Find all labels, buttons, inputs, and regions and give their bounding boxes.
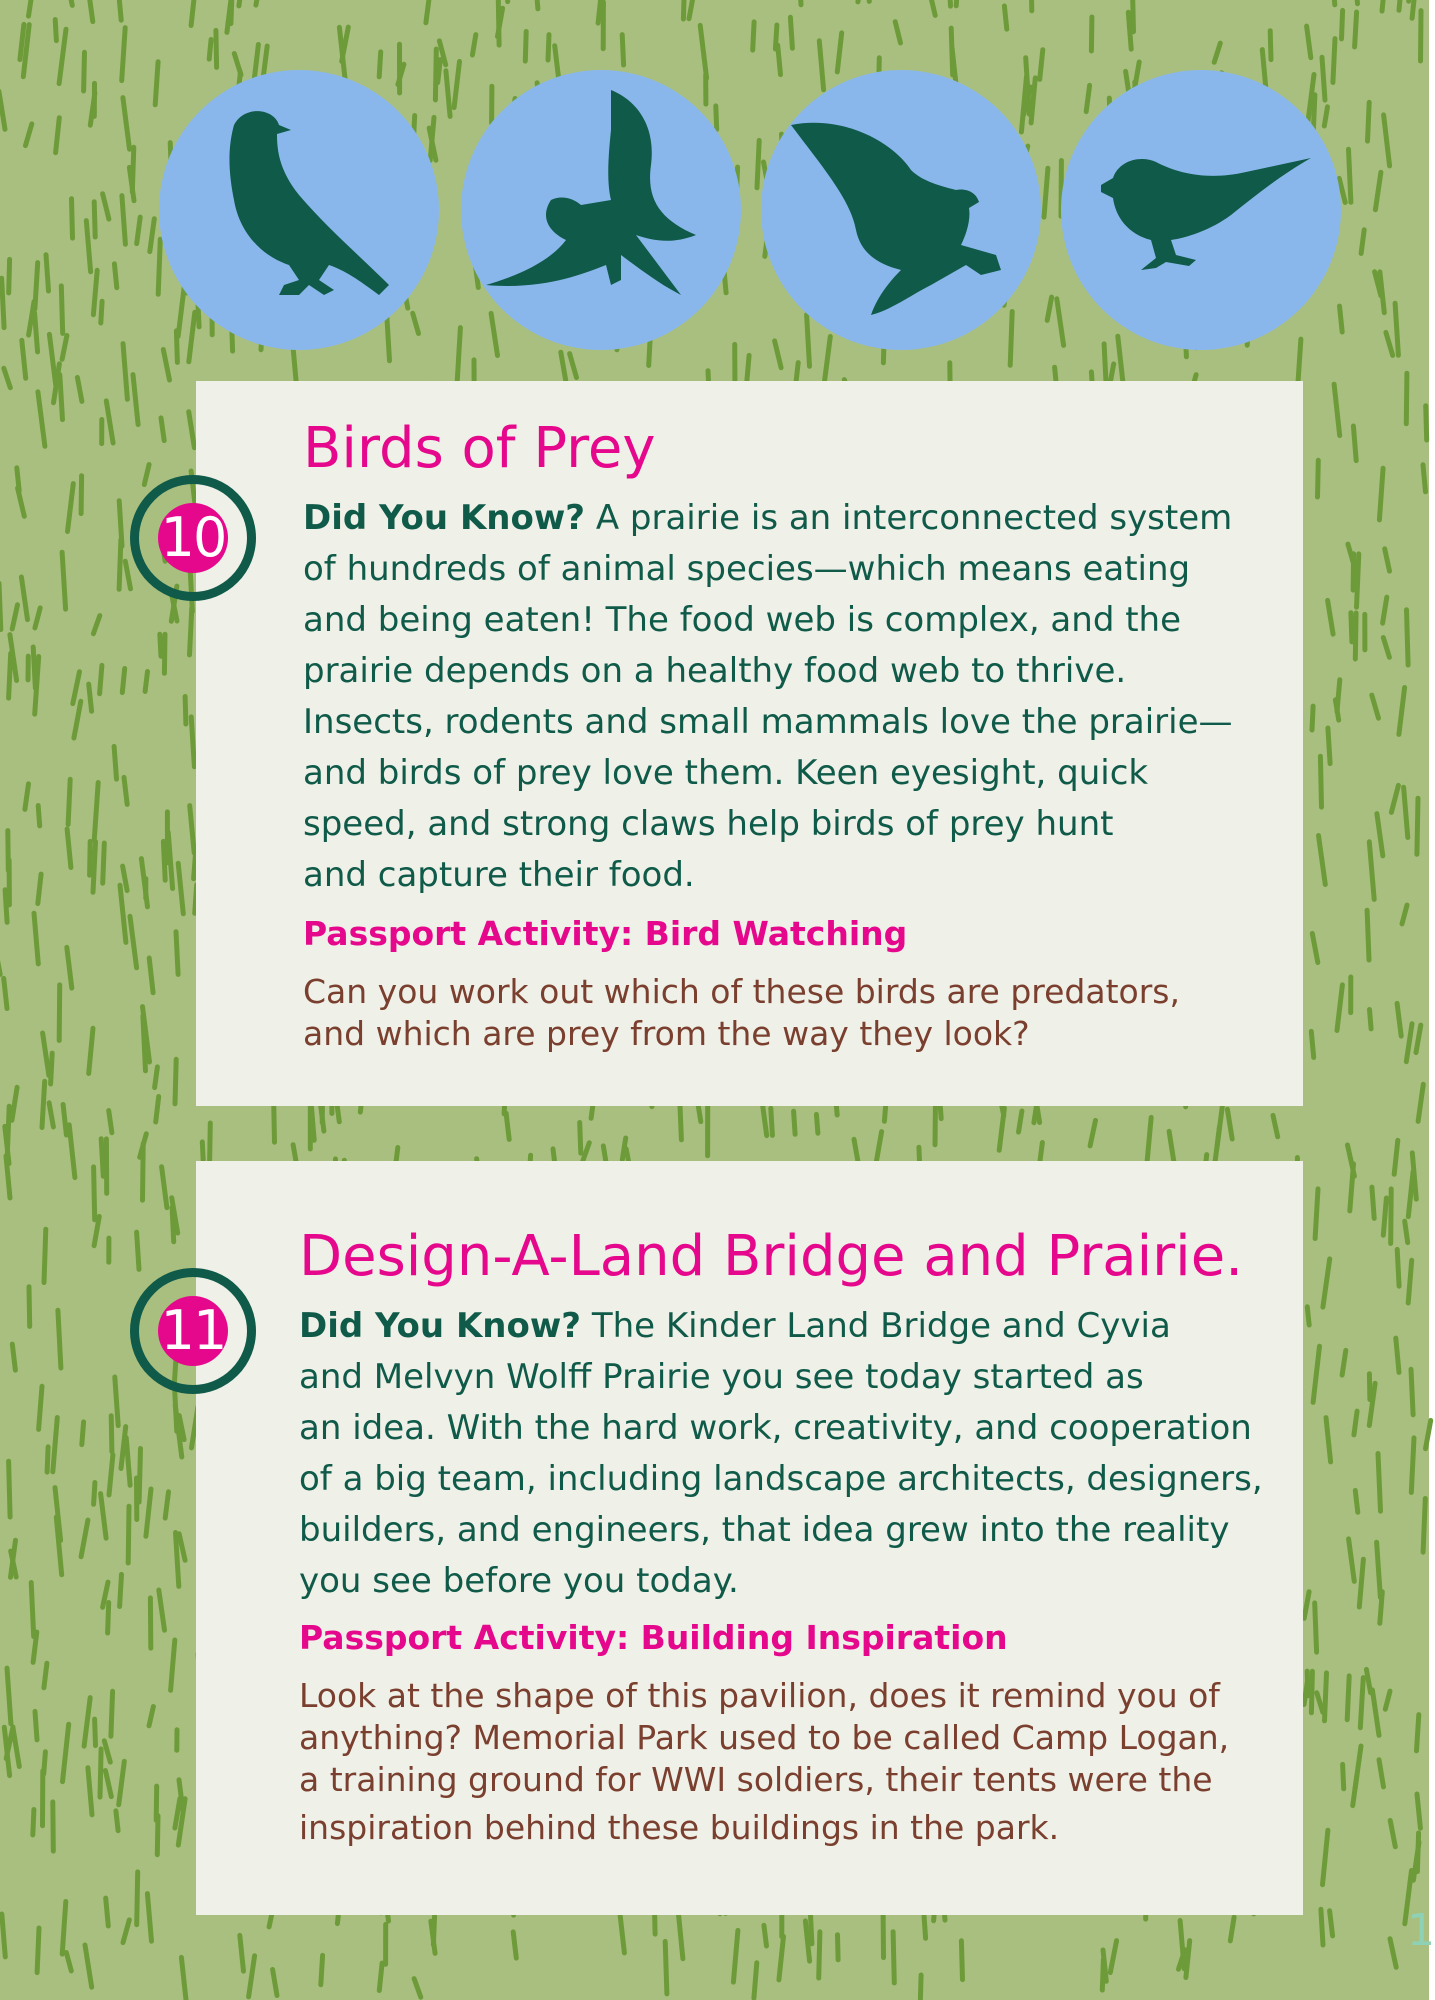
grass-blade: [665, 1941, 667, 1994]
body-line: Insects, rodents and small mammals love the prairie—: [303, 702, 1233, 742]
grass-blade: [1423, 465, 1426, 492]
grass-blade: [1342, 10, 1343, 39]
grass-blade: [101, 1139, 103, 1177]
grass-blade: [108, 1603, 109, 1634]
grass-blade: [89, 684, 92, 711]
grass-blade: [116, 1811, 118, 1831]
grass-blade: [9, 653, 11, 698]
activity-line: Can you work out which of these birds are predators,: [303, 972, 1180, 1011]
grass-blade: [1417, 1715, 1419, 1751]
grass-blade: [1357, 554, 1359, 607]
activity-body: [299, 1675, 1289, 1849]
grass-blade: [82, 1422, 84, 1445]
grass-blade: [525, 31, 526, 61]
grass-blade: [47, 1447, 48, 1472]
activity-line: Look at the shape of this pavilion, does it remind you of: [299, 1676, 1220, 1715]
grass-blade: [55, 19, 56, 40]
grass-blade: [175, 1059, 176, 1104]
grass-blade: [190, 608, 192, 655]
grass-blade: [1395, 303, 1398, 355]
grass-blade: [114, 746, 116, 779]
grass-blade: [155, 62, 158, 105]
grass-blade: [472, 35, 475, 55]
grass-blade: [161, 418, 164, 441]
grass-blade: [1426, 406, 1427, 440]
grass-blade: [124, 777, 127, 804]
grass-blade: [94, 1483, 95, 1505]
grass-blade: [58, 1310, 61, 1368]
grass-blade: [165, 1492, 168, 1518]
body-line: an idea. With the hard work, creativity, and cooperation: [299, 1408, 1252, 1448]
grass-blade: [1355, 0, 1358, 4]
activity-line: inspiration behind these buildings in the park.: [299, 1808, 1060, 1847]
grass-blade: [176, 932, 178, 975]
section-number: 10: [158, 503, 228, 573]
grass-blade: [60, 375, 63, 420]
grass-blade: [33, 1810, 34, 1835]
grass-blade: [1380, 1592, 1383, 1624]
grass-blade: [1132, 0, 1133, 32]
body-line: A prairie is an interconnected system: [595, 498, 1233, 538]
grass-blade: [101, 301, 102, 323]
grass-blade: [84, 52, 85, 91]
section-number-badge: [130, 475, 256, 601]
grass-blade: [119, 501, 122, 546]
grass-blade: [1351, 613, 1352, 642]
grass-blade: [580, 1123, 581, 1154]
grass-blade: [1399, 0, 1401, 10]
grass-blade: [1407, 610, 1409, 665]
grass-blade: [1312, 706, 1313, 730]
grass-blade: [1355, 1491, 1358, 1513]
grass-blade: [185, 697, 186, 725]
grass-blade: [1412, 0, 1415, 18]
grass-blade: [1091, 17, 1092, 51]
grass-blade: [1361, 230, 1364, 254]
grass-blade: [1304, 1680, 1308, 1704]
grass-blade: [1417, 798, 1418, 854]
grass-blade: [1411, 1369, 1413, 1415]
grass-blade: [37, 1928, 39, 1973]
grass-blade: [122, 196, 126, 245]
grass-blade: [1417, 1794, 1420, 1828]
grass-blade: [122, 669, 124, 693]
grass-blade: [5, 890, 7, 923]
grass-blade: [164, 634, 165, 673]
grass-blade: [163, 841, 165, 880]
body-line: and birds of prey love them. Keen eyesight, quick: [303, 753, 1149, 793]
grass-blade: [44, 1752, 46, 1774]
body-line: and being eaten! The food web is complex, and the: [303, 600, 1182, 640]
grass-blade: [111, 1691, 113, 1736]
did-you-know-label: Did You Know?: [299, 1306, 581, 1346]
grass-blade: [106, 1898, 109, 1926]
grass-blade: [866, 0, 869, 1]
grass-blade: [156, 1786, 157, 1820]
activity-line: anything? Memorial Park used to be called Camp Logan,: [299, 1718, 1230, 1757]
body-line: speed, and strong claws help birds of prey hunt: [303, 804, 1114, 844]
grass-blade: [794, 1111, 796, 1134]
grass-blade: [1409, 0, 1410, 1]
grass-blade: [1353, 426, 1356, 461]
grass-blade: [893, 1932, 894, 1983]
grass-blade: [4, 978, 7, 1008]
activity-title: Passport Activity: Building Inspiration: [299, 1618, 1008, 1657]
grass-blade: [426, 0, 429, 23]
grass-blade: [1328, 728, 1330, 764]
grass-blade: [457, 328, 460, 384]
grass-blade: [506, 1113, 509, 1139]
grass-blade: [1349, 149, 1351, 202]
eagle-swooping-icon: [761, 70, 1041, 350]
sparrow-perched-icon: [1061, 70, 1341, 350]
body-line: of hundreds of animal species—which means eating: [303, 549, 1191, 589]
grass-blade: [1019, 1111, 1022, 1132]
activity-line: and which are prey from the way they look?: [303, 1014, 1030, 1053]
grass-blade: [1372, 1187, 1374, 1218]
page-number: 1: [1407, 1905, 1435, 1956]
grass-blade: [1411, 1438, 1414, 1493]
grass-blade: [1360, 1678, 1363, 1728]
grass-blade: [44, 1229, 46, 1282]
grass-blade: [838, 1935, 839, 1960]
grass-blade: [1383, 1198, 1386, 1235]
grass-blade: [25, 784, 29, 810]
body-line: and capture their food.: [303, 855, 695, 895]
grass-blade: [683, 0, 684, 19]
grass-blade: [216, 30, 217, 67]
grass-blade: [38, 874, 41, 904]
grass-blade: [231, 0, 233, 24]
grass-blade: [94, 202, 95, 237]
grass-blade: [1347, 1676, 1349, 1720]
grass-blade: [949, 0, 951, 6]
grass-blade: [156, 1097, 159, 1123]
grass-blade: [44, 1663, 47, 1688]
grass-blade: [39, 1386, 42, 1429]
grass-blade: [1378, 1454, 1381, 1512]
grass-blade: [771, 1108, 773, 1135]
grass-blade: [754, 1963, 757, 1999]
grass-blade: [100, 665, 102, 693]
grass-blade: [1315, 1189, 1318, 1239]
grass-blade: [548, 35, 549, 60]
grass-blade: [1421, 11, 1422, 61]
grass-blade: [143, 1016, 146, 1071]
grass-blade: [1321, 1909, 1323, 1945]
grass-blade: [137, 217, 141, 244]
grass-blade: [111, 1416, 112, 1452]
grass-blade: [12, 1344, 15, 1370]
grass-blade: [137, 1872, 138, 1925]
grass-blade: [753, 22, 754, 50]
grass-blade: [61, 286, 62, 334]
activity-title: Passport Activity: Bird Watching: [303, 914, 908, 953]
grass-blade: [68, 779, 70, 824]
activity-body: [303, 971, 1263, 1055]
grass-blade: [120, 1574, 122, 1606]
grass-blade: [1405, 1221, 1408, 1243]
grass-blade: [118, 0, 121, 20]
section-title: Birds of Prey: [303, 416, 656, 481]
grass-blade: [191, 717, 194, 767]
body-line: and Melvyn Wolff Prairie you see today started as: [299, 1357, 1144, 1397]
grass-blade: [38, 806, 40, 826]
grass-blade: [498, 0, 499, 45]
grass-blade: [103, 843, 105, 883]
grass-blade: [1311, 1671, 1312, 1713]
grass-blade: [35, 1711, 37, 1739]
grass-blade: [1355, 613, 1356, 659]
grass-blade: [506, 0, 508, 2]
grass-blade: [1391, 1189, 1392, 1244]
grass-blade: [1307, 1307, 1309, 1325]
grass-blade: [209, 40, 211, 60]
grass-blade: [42, 1081, 45, 1127]
grass-blade: [94, 1167, 95, 1220]
grass-blade: [1370, 1010, 1372, 1029]
section-title: Design-A-Land Bridge and Prairie.: [299, 1224, 1243, 1289]
grass-blade: [59, 985, 60, 1041]
grass-blade: [210, 1123, 211, 1163]
grass-blade: [1343, 1764, 1344, 1788]
grass-blade: [1406, 373, 1407, 424]
body-line: builders, and engineers, that idea grew into the reality: [299, 1510, 1230, 1550]
grass-blade: [114, 264, 116, 288]
did-you-know-label: Did You Know?: [303, 498, 585, 538]
grass-blade: [51, 1053, 53, 1084]
body-line: of a big team, including landscape architects, designers,: [299, 1459, 1263, 1499]
grass-blade: [622, 35, 623, 65]
grass-blade: [1318, 460, 1319, 497]
grass-blade: [1270, 31, 1271, 60]
grass-blade: [1396, 1338, 1399, 1372]
grass-blade: [29, 1287, 30, 1327]
grass-blade: [155, 1067, 158, 1088]
grass-blade: [1320, 756, 1321, 807]
grass-blade: [1354, 1411, 1357, 1435]
grass-blade: [95, 1719, 96, 1746]
grass-blade: [31, 1583, 34, 1637]
grass-blade: [115, 1377, 118, 1426]
grass-blade: [757, 140, 759, 187]
grass-blade: [128, 1506, 129, 1563]
section-body: [303, 493, 1263, 901]
grass-blade: [1332, 0, 1335, 5]
grass-blade: [172, 1207, 174, 1242]
grass-blade: [109, 1111, 112, 1133]
grass-blade: [1355, 12, 1357, 47]
grass-blade: [961, 1941, 962, 1980]
grass-blade: [160, 634, 161, 656]
grass-blade: [29, 0, 32, 16]
grass-blade: [9, 1461, 11, 1517]
grass-blade: [819, 1932, 820, 1978]
section-number-badge: [130, 1268, 256, 1394]
grass-blade: [1423, 1499, 1425, 1553]
grass-blade: [1031, 0, 1032, 11]
grass-blade: [9, 259, 10, 293]
grass-blade: [956, 0, 958, 6]
section-number: 11: [158, 1296, 228, 1366]
grass-blade: [100, 1749, 101, 1797]
grass-blade: [1004, 6, 1006, 29]
activity-line: a training ground for WWI soldiers, their tents were the: [299, 1760, 1213, 1799]
grass-blade: [816, 1114, 818, 1133]
body-line: you see before you today.: [299, 1561, 739, 1601]
grass-blade: [93, 842, 96, 893]
grass-blade: [53, 1802, 54, 1851]
grass-blade: [2, 278, 5, 327]
grass-blade: [2, 1914, 6, 1957]
grass-blade: [35, 312, 38, 352]
grass-blade: [1335, 700, 1338, 720]
body-line: The Kinder Land Bridge and Cyvia: [591, 1306, 1171, 1346]
grass-blade: [90, 841, 91, 875]
bird-flying-icon: [461, 70, 741, 350]
grass-blade: [139, 1449, 140, 1503]
grass-blade: [1103, 1950, 1106, 1981]
grass-blade: [81, 476, 82, 514]
grass-blade: [72, 199, 73, 238]
grass-blade: [920, 1975, 921, 1999]
grass-blade: [122, 28, 126, 81]
grass-blade: [1311, 1031, 1313, 1057]
grass-blade: [1397, 1249, 1399, 1286]
grass-blade: [63, 1105, 66, 1136]
grass-blade: [46, 255, 49, 291]
grass-blade: [62, 552, 66, 609]
grass-blade: [1367, 910, 1369, 960]
hawk-perched-icon: [159, 70, 439, 350]
grass-blade: [1408, 1260, 1412, 1303]
grass-blade: [1330, 1911, 1333, 1936]
grass-blade: [137, 1232, 139, 1269]
grass-blade: [1368, 102, 1370, 141]
grass-blade: [145, 672, 147, 692]
grass-blade: [379, 1963, 382, 1990]
grass-blade: [1315, 1603, 1317, 1652]
grass-blade: [321, 1955, 323, 1984]
section-body: [299, 1301, 1289, 1607]
grass-blade: [1369, 1374, 1370, 1400]
grass-blade: [764, 1925, 767, 1946]
grass-blade: [790, 17, 792, 48]
grass-blade: [0, 583, 1, 629]
grass-blade: [513, 1932, 516, 1958]
body-line: prairie depends on a healthy food web to thrive.: [303, 651, 1127, 691]
